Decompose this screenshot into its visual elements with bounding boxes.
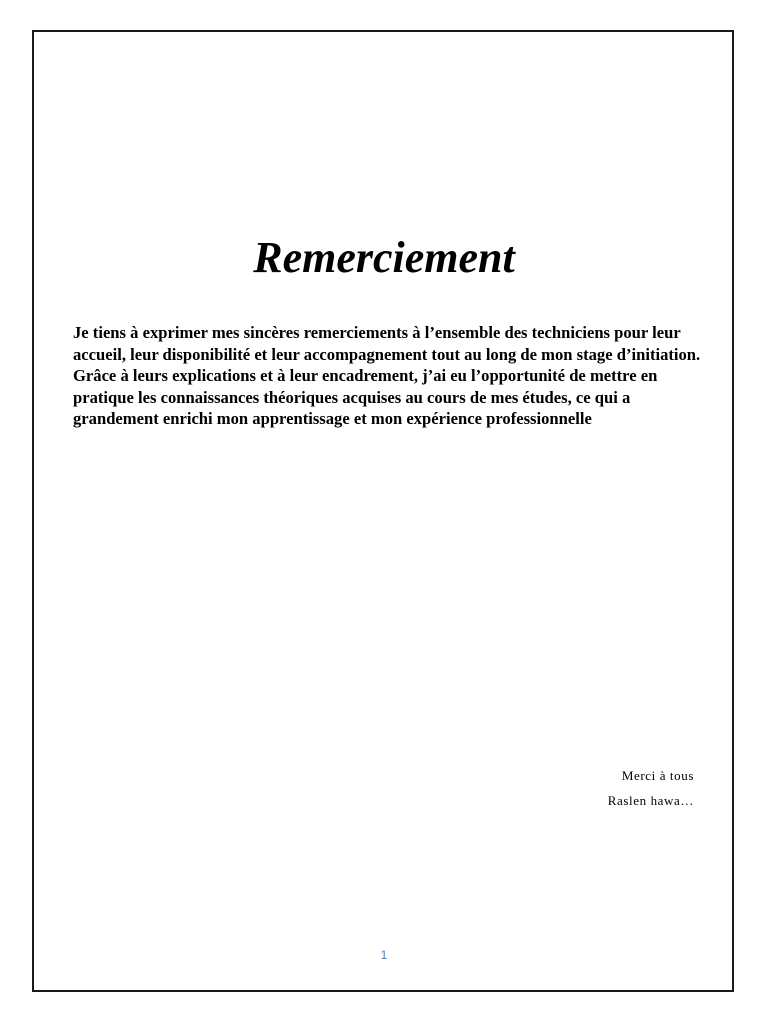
page-title: Remerciement (253, 233, 515, 282)
page-border-frame (32, 30, 734, 992)
acknowledgement-paragraph: Je tiens à exprimer mes sincères remerciements à l’ensemble des techniciens pour leur accueil, leur disponibilité et leur accompagnement tout au long de mon stage d’initiation. Grâce à leurs explications et à leur encadrement, j’ai eu l’opportunité de mettre en pratique les connaissances théoriques acquises au cours de mes études, ce qui a grandement enrichi mon apprentissage et mon expérience professionnelle (73, 323, 701, 428)
closing-line: Merci à tous (621, 768, 694, 783)
signature-line: Raslen hawa… (607, 793, 694, 808)
page-number: 1 (380, 948, 388, 962)
